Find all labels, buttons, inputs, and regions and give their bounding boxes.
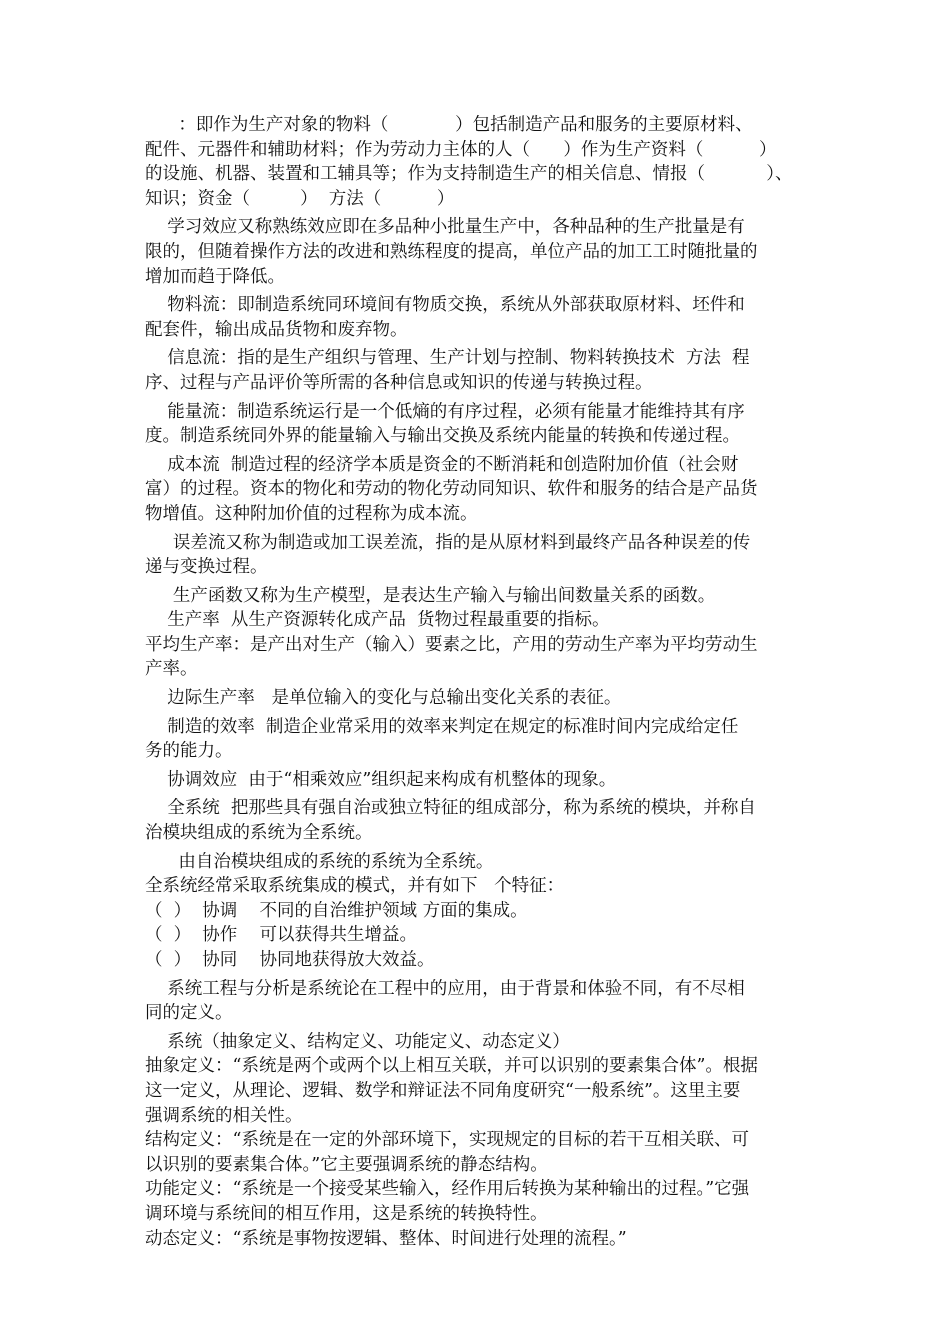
text-line: 知识；资金（ ） 方法（ ） bbox=[145, 188, 455, 209]
text-line: 物增值。这种附加价值的过程称为成本流。 bbox=[145, 503, 478, 524]
text-line: 调环境与系统间的相互作用，这是系统的转换特性。 bbox=[145, 1203, 548, 1224]
text-line: 务的能力。 bbox=[145, 741, 233, 762]
text-line: 强调系统的相关性。 bbox=[145, 1105, 303, 1126]
text-line: 的设施、机器、装置和工辅具等；作为支持制造生产的相关信息、情报（ ）、 bbox=[145, 164, 793, 185]
text-line: 产率。 bbox=[145, 659, 198, 680]
text-line: 同的定义。 bbox=[145, 1003, 233, 1024]
text-line: 平均生产率：是产出对生产（输入）要素之比，产用的劳动生产率为平均劳动生 bbox=[145, 634, 758, 655]
text-line: 抽象定义：“系统是两个或两个以上相互关联，并可以识别的要素集合体”。根据 bbox=[145, 1056, 758, 1077]
document-page bbox=[145, 113, 813, 1251]
text-line: 全系统 把那些具有强自治或独立特征的组成部分，称为系统的模块，并称自 bbox=[145, 798, 756, 819]
text-line: 动态定义：“系统是事物按逻辑、整体、时间进行处理的流程。” bbox=[145, 1228, 627, 1249]
text-line: 序、过程与产品评价等所需的各种信息或知识的传递与转换过程。 bbox=[145, 372, 653, 393]
text-line: （ ） 协作 可以获得共生增益。 bbox=[145, 925, 418, 946]
text-line: 增加而趋于降低。 bbox=[145, 266, 285, 287]
text-line: 协调效应 由于“相乘效应”组织起来构成有机整体的现象。 bbox=[145, 769, 617, 790]
text-line: 误差流又称为制造或加工误差流，指的是从原材料到最终产品各种误差的传 bbox=[145, 532, 751, 553]
text-line: 系统（抽象定义、结构定义、功能定义、动态定义） bbox=[145, 1031, 570, 1052]
text-line: ：即作为生产对象的物料（ ）包括制造产品和服务的主要原材料、 bbox=[145, 115, 753, 135]
text-line: 配件、元器件和辅助材料；作为劳动力主体的人（ ）作为生产资料（ ） bbox=[145, 139, 777, 160]
text-line: 富）的过程。资本的物化和劳动的物化劳动同知识、软件和服务的结合是产品货 bbox=[145, 479, 758, 500]
text-line: 由自治模块组成的系统的系统为全系统。 bbox=[145, 851, 494, 872]
text-line: 以识别的要素集合体。”它主要强调系统的静态结构。 bbox=[145, 1154, 548, 1175]
text-line: 边际生产率 是单位输入的变化与总输出变化关系的表征。 bbox=[145, 688, 622, 709]
text-line: 配套件，输出成品货物和废弃物。 bbox=[145, 319, 408, 340]
text-line: 生产函数又称为生产模型，是表达生产输入与输出间数量关系的函数。 bbox=[145, 585, 716, 606]
text-line: 递与变换过程。 bbox=[145, 557, 268, 578]
text-line: 系统工程与分析是系统论在工程中的应用，由于背景和体验不同，有不尽相 bbox=[145, 978, 745, 999]
text-line: 成本流 制造过程的经济学本质是资金的不断消耗和创造附加价值（社会财 bbox=[145, 454, 739, 475]
text-line: （ ） 协同 协同地获得放大效益。 bbox=[145, 950, 435, 970]
text-line: 功能定义：“系统是一个接受某些输入，经作用后转换为某种输出的过程。”它强 bbox=[145, 1179, 750, 1200]
text-line: 限的，但随着操作方法的改进和熟练程度的提高，单位产品的加工工时随批量的 bbox=[145, 241, 758, 262]
text-line: 能量流：制造系统运行是一个低熵的有序过程，必须有能量才能维持其有序 bbox=[145, 401, 745, 422]
text-line: 信息流：指的是生产组织与管理、生产计划与控制、物料转换技术 方法 程 bbox=[145, 348, 750, 369]
text-line: 治模块组成的系统为全系统。 bbox=[145, 823, 373, 844]
text-line: （ ） 协调 不同的自治维护领域 方面的集成。 bbox=[145, 900, 528, 921]
text-line: 学习效应又称熟练效应即在多品种小批量生产中，各种品种的生产批量是有 bbox=[145, 217, 745, 238]
text-line: 生产率 从生产资源转化成产品 货物过程最重要的指标。 bbox=[145, 610, 610, 631]
text-line: 度。制造系统同外界的能量输入与输出交换及系统内能量的转换和传递过程。 bbox=[145, 426, 740, 447]
text-line: 这一定义，从理论、逻辑、数学和辩证法不同角度研究“一般系统”。这里主要 bbox=[145, 1080, 741, 1101]
text-line: 结构定义：“系统是在一定的外部环境下，实现规定的目标的若干互相关联、可 bbox=[145, 1130, 749, 1151]
text-line: 物料流：即制造系统同环境间有物质交换，系统从外部获取原材料、坯件和 bbox=[145, 295, 745, 316]
text-line: 制造的效率 制造企业常采用的效率来判定在规定的标准时间内完成给定任 bbox=[145, 716, 739, 737]
text-line: 全系统经常采取系统集成的模式，并有如下 个特征： bbox=[145, 876, 565, 897]
